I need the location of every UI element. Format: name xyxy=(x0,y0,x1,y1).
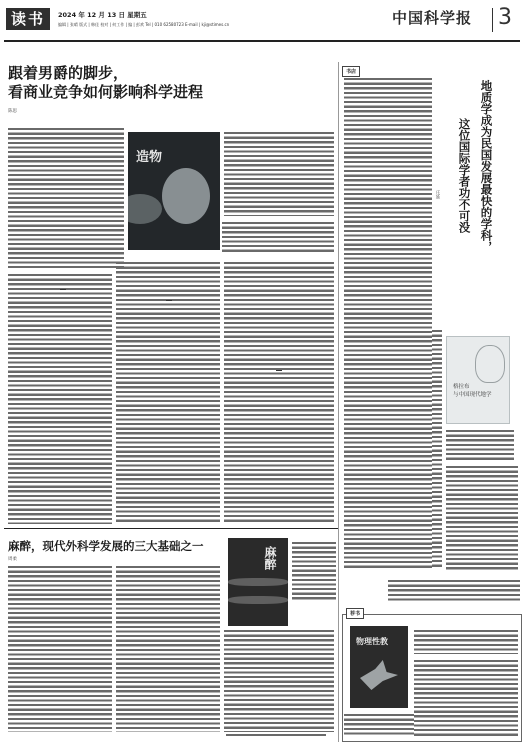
article1-section-break-3 xyxy=(276,370,282,371)
article2-cover-caption xyxy=(292,542,336,602)
recommend-caption xyxy=(414,630,518,654)
article2-column-3 xyxy=(224,630,334,732)
right-book-cover xyxy=(446,336,510,424)
article1-cover-title: 造物 xyxy=(136,150,163,165)
recommend-cover-title: 物理性教 xyxy=(356,636,388,646)
article1-cover-caption xyxy=(222,222,334,252)
section-tab: 读书 xyxy=(6,8,50,30)
section-badge-recommend: 荐书 xyxy=(346,608,364,619)
article1-book-cover xyxy=(128,132,220,250)
cover-figure-shadow xyxy=(128,194,162,224)
article2-rule xyxy=(4,528,338,529)
article1-title xyxy=(8,64,203,102)
article1-intro-text xyxy=(224,132,334,216)
right-column-3 xyxy=(446,466,518,570)
article2-column-2 xyxy=(116,566,220,732)
right-cover-caption xyxy=(446,430,514,460)
article2-author: 周柔 xyxy=(8,557,17,562)
article1-section-break-1 xyxy=(60,289,66,290)
right-column-1 xyxy=(344,78,432,568)
right-article-author: 庄延 xyxy=(435,190,440,199)
right-article-footnote xyxy=(388,580,520,602)
editor-info: 编辑 | 张晴 版式 | 韩佳 校对 | 何工作 | 编 | 彭欢 Tel | 010 62580723 E-mail | kji@stimes.cn xyxy=(58,22,230,27)
issue-date: 2024 年 12 月 13 日 星期五 xyxy=(58,11,147,19)
cover-wave xyxy=(228,596,288,604)
cover-wave xyxy=(228,578,288,586)
right-title-col1: 地质学成为民国发展最快的学科， xyxy=(479,80,494,253)
right-column-2 xyxy=(432,330,442,568)
recommend-book-cover xyxy=(350,626,408,708)
masthead-logo: 中国科学报 xyxy=(392,9,473,27)
cover-figure xyxy=(162,168,210,224)
article1-column-3 xyxy=(224,262,334,524)
page-number: 3 xyxy=(498,5,512,30)
right-cover-title: 格拉布 与中国现代地学 xyxy=(453,384,492,398)
article1-title-line2: 看商业竞争如何影响科学进程 xyxy=(8,83,204,101)
section-badge-bookstore: 书店 xyxy=(342,66,360,77)
header-divider xyxy=(492,8,493,32)
page-header xyxy=(0,0,524,40)
recommend-footnote xyxy=(344,714,414,736)
header-rule xyxy=(4,40,520,42)
recommend-text xyxy=(414,660,518,736)
portrait-illustration xyxy=(475,345,505,383)
article2-cover-title: 麻醉 xyxy=(263,546,277,570)
article2-footnote xyxy=(226,734,326,738)
bird-illustration xyxy=(360,660,398,690)
article1-section-break-2 xyxy=(166,300,172,301)
right-title-col2: 这位国际学者功不可没 xyxy=(457,118,472,233)
article1-lead-column xyxy=(8,128,124,268)
article1-column-2 xyxy=(116,262,220,524)
article1-column-1 xyxy=(8,274,112,524)
article1-title-line1: 跟着男爵的脚步， xyxy=(8,64,129,82)
article2-column-1 xyxy=(8,566,112,732)
article2-title: 麻醉，现代外科学发展的三大基础之一 xyxy=(8,539,204,553)
article1-author: 陈思 xyxy=(8,109,17,114)
article2-book-cover xyxy=(228,538,288,626)
column-divider xyxy=(338,62,339,742)
